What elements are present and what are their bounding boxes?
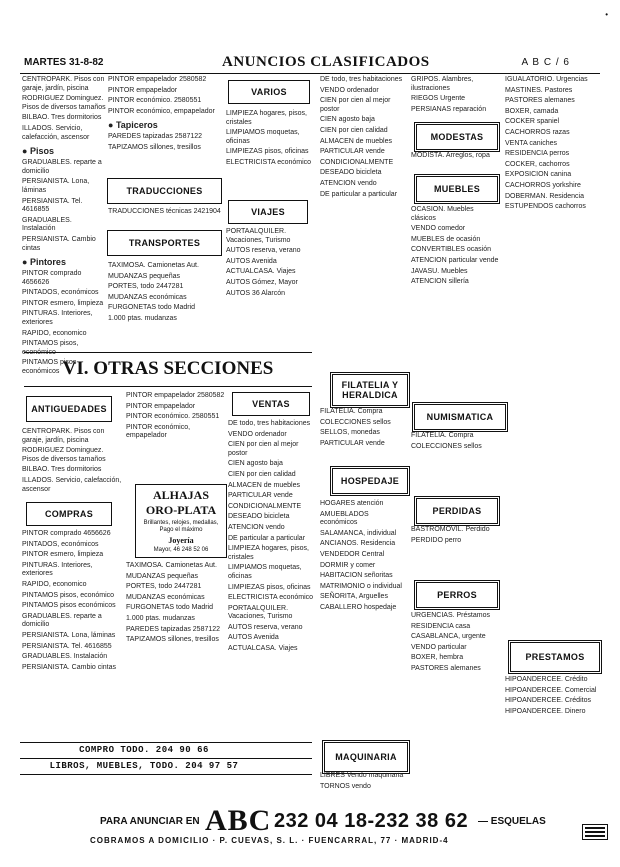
listing: HIPOANDERCEE. Dinero [505,707,586,715]
compro-bar: COMPRO TODO. 204 90 66 [79,745,209,755]
page-title: ANUNCIOS CLASIFICADOS [222,54,430,70]
listing: GRADUABLES. Instalación [22,216,72,233]
listing: AUTOS Avenida [228,634,279,642]
listing: PINTOR empapelador 2580582 [108,76,207,83]
listing: PINTAMOS pisos económicos [22,359,77,376]
listing: DE todo, tres habitaciones [228,420,311,427]
listing: VENDO comedor [411,225,466,233]
libros-bar: LIBROS, MUEBLES, TODO. 204 97 57 [49,761,239,771]
listing: ATENCION vendo [320,179,377,187]
otras-rule-bottom [24,386,312,387]
listing: RESIDENCIA perros [505,150,570,158]
listing: PERSIANISTA. Tel. 4616855 [22,642,112,650]
listing: PERSIANAS reparación [411,105,487,113]
page-header [0,54,620,72]
column-2-trad [108,208,223,228]
section-box-hospedaje: HOSPEDAJE [330,466,410,496]
listing: RIEGOS Urgente [411,95,466,103]
column-1-compras [22,530,122,730]
listing: TAXIMOSA. Camionetas Aut. [126,562,217,569]
listing: VENTA caniches [505,139,558,147]
listing: ANCIANOS. Residencia [320,540,396,548]
listing: CIEN por cien al mejor postor [228,441,299,457]
abc-banner [70,806,590,844]
column-2-transportes [108,262,223,342]
listing: TRADUCCIONES técnicas 2421904 [108,208,221,215]
banner-brand: ABC [205,804,272,837]
listing: PASTORES alemanes [411,664,481,672]
listing: ACTUALCASA. Viajes [228,645,298,653]
listing: CACHORROS razas [505,128,570,136]
listing: DE particular a particular [320,190,398,198]
listing: RAPIDO, economico [22,329,87,337]
listing: LIMPIEZA hogares, pisos, cristales [226,110,307,126]
section-box-traducciones: TRADUCCIONES [107,178,222,204]
listing: ATENCION vendo [228,523,285,531]
section-box-perros: PERROS [414,580,500,610]
listing: ACTUALCASA. Viajes [226,268,296,276]
column-5-top [411,76,499,116]
libros-rule-bottom [20,774,312,775]
listing: COCKER, cachorros [505,160,570,168]
column-4-hospedaje [320,500,406,740]
listing: CASABLANCA, urgente [411,633,486,641]
compro-rule-bottom [20,758,312,759]
listing: PINTOR comprado 4656626 [22,530,111,537]
column-3-ventas [228,420,314,730]
listing: 1.000 ptas. mudanzas [108,314,177,322]
listing: HIPOANDERCEE. Comercial [505,686,597,694]
column-5-muebles [411,206,499,400]
listing: ALMACEN de muebles [320,137,392,145]
section-box-viajes: VIAJES [228,200,308,224]
ad-line-4: Joyería [168,536,194,545]
listing: CIEN agosto baja [228,460,283,468]
listing: LIMPIEZA hogares, pisos, cristales [228,545,309,561]
listing: PINTOR económico. 2580551 [108,97,202,105]
listing: AUTOS reserva, verano [228,623,303,631]
section-heading-pintores: ● Pintores [22,257,66,268]
listing: PINTURAS. Interiores, exteriores [22,561,93,578]
listing: PAREDES tapizadas 2587122 [108,133,203,141]
page-number: A B C / 6 [521,57,570,68]
listing: FURGONETAS todo Madrid [126,604,214,612]
listing: LIBRES Vendo maquinaria [320,772,404,779]
listing: MUDANZAS económicas [108,293,187,301]
banner-address: COBRAMOS A DOMICILIO · P. CUEVAS, S. L. · FUENCARRAL, 77 · MADRID-4 [90,836,449,845]
publisher-logo-icon [582,824,608,840]
listing: PERSIANISTA. Lona, láminas [22,631,116,639]
section-heading-tapiceros: ● Tapiceros [108,120,158,131]
listing: MODISTA. Arreglos, ropa [411,152,490,159]
listing: ATENCION particular vende [411,256,499,264]
section-box-compras: COMPRAS [26,502,112,526]
listing: BILBAO. Tres dormitorios [22,114,102,122]
listing: CONDICIONALMENTE [320,158,394,166]
listing: MUDANZAS pequeñas [108,272,180,280]
listing: BOXER, hembra [411,654,464,662]
column-2-lower [126,392,226,482]
listing: AUTOS reserva, verano [226,247,301,255]
otras-secciones-heading: VI. OTRAS SECCIONES [62,358,274,379]
column-5-perros [411,612,499,802]
issue-date: MARTES 31-8-82 [24,57,104,68]
column-3-varios [226,110,312,206]
listing: AMUEBLADOS económicos [320,510,369,527]
section-box-maquinaria: MAQUINARIA [322,740,410,774]
listing: AUTOS 36 Alarcón [226,289,286,297]
listing: PINTADOS, económicos [22,289,99,297]
listing: ELECTRICISTA económico [228,594,314,602]
listing: CACHORROS yorkshire [505,181,581,189]
section-box-ventas: VENTAS [232,392,310,416]
listing: CENTROPARK. Pisos con garaje, jardín, piscina [22,76,105,92]
listing: HABITACION señoritas [320,572,393,580]
section-box-numismatica: NUMISMATICA [412,402,508,432]
listing: CIEN por cien calidad [320,126,388,134]
listing: TAPIZAMOS sillones, tresillos [126,636,219,644]
listing: MUDANZAS económicas [126,593,205,601]
listing: PINTOR económico. 2580551 [126,413,220,421]
listing: COCKER spaniel [505,118,560,126]
listing: CENTROPARK. Pisos con garaje, jardín, piscina [22,428,105,444]
listing: DE particular a particular [228,534,306,542]
listing: PERSIANISTA. Lona, láminas [22,178,90,194]
column-4-filatelia [320,408,406,464]
banner-tail: — ESQUELAS [478,816,546,827]
listing: TORNOS vendo [320,782,371,790]
listing: ELECTRICISTA económico [226,158,312,166]
listing: CABALLERO hospedaje [320,603,397,611]
column-5-modestas [411,152,499,170]
listing: SELLOS, monedas [320,429,380,437]
listing: AUTOS Avenida [226,257,277,265]
listing: PORTES, todo 2447281 [126,583,202,591]
column-6-prestamos [505,676,600,802]
listing: GRADUABLES. reparte a domicilio [22,612,102,629]
listing: GRADUABLES. reparte a domicilio [22,159,102,175]
listing: PERSIANISTA. Cambio cintas [22,235,96,252]
listing: URGENCIAS. Préstamos [411,612,490,619]
listing: LIMPIAMOS moquetas, oficinas [228,564,302,580]
column-2-lower-b [126,562,226,732]
compro-rule-top [20,742,312,743]
listing: PINTOR esmero, limpieza [22,551,104,559]
section-box-varios: VARIOS [228,80,310,104]
ad-line-1: ALHAJAS [152,488,209,502]
listing: PARTICULAR vende [228,492,293,500]
column-4-maquinaria [320,772,406,802]
column-3-viajes [226,228,312,343]
listing: DESEADO bicicleta [320,169,382,177]
section-box-prestamos: PRESTAMOS [508,640,602,674]
listing: GRADUABLES. Instalación [22,653,108,661]
listing: IGUALATORIO. Urgencias [505,76,588,83]
listing: RESIDENCIA casa [411,622,471,630]
listing: MATRIMONIO o individual [320,582,402,590]
listing: HIPOANDERCEE. Créditos [505,697,591,705]
listing: BASTROMOVIL. Perdido [411,526,490,533]
alhajas-ad [135,484,227,558]
listing: VENDO ordenador [228,430,287,438]
listing: ATENCION sillería [411,278,469,286]
listing: RODRIGUEZ Dominguez. Pisos de diversos tamaños [22,95,106,111]
listing: PORTAALQUILER. Vacaciones, Turismo [226,228,291,244]
listing: PERSIANISTA. Tel. 4616855 [22,197,83,214]
section-box-transportes: TRANSPORTES [107,230,222,256]
listing: EXPOSICION canina [505,171,572,179]
header-rule [20,73,600,74]
listing: PINTAMOS pisos económicos [22,602,116,610]
listing: LIMPIEZAS pisos, oficinas [228,583,311,591]
column-2-top [108,76,223,168]
listing: ESTUPENDOS cachorros [505,203,586,211]
listing: PINTAMOS pisos, económico [22,591,115,599]
listing: PINTOR empapelador 2580582 [126,392,225,399]
listing: SEÑORITA, Arguelles [320,593,388,601]
listing: BOXER, camada [505,107,559,115]
listing: TAXIMOSA. Camionetas Aut. [108,262,199,269]
section-box-muebles: MUEBLES [414,174,500,204]
section-box-antiguedades: ANTIGUEDADES [26,396,112,422]
column-1 [22,76,106,376]
listing: CIEN por cien al mejor postor [320,97,391,113]
listing: VENDEDOR Central [320,550,385,558]
section-box-filatelia: FILATELIA Y HERALDICA [330,372,410,408]
banner-phones: 232 04 18-232 38 62 [274,810,469,832]
listing: PINTOR económico, empapelador [108,107,215,115]
listing: FILATELIA. Compra [320,408,383,415]
listing: 1.000 ptas. mudanzas [126,614,195,622]
column-5-numismatica [411,432,499,492]
listing: PINTAMOS pisos, económico [22,340,79,356]
listing: PARTICULAR vende [320,148,385,156]
listing: PARTICULAR vende [320,439,385,447]
listing: HOGARES atención [320,500,384,507]
listing: PINTOR empapelador [126,402,196,410]
column-6 [505,76,600,636]
listing: ALMACEN de muebles [228,481,300,489]
listing: ILLADOS. Servicio, calefacción, ascensor [22,476,122,493]
listing: DESEADO bicicleta [228,513,290,521]
listing: PINTOR esmero, limpieza [22,299,104,307]
listing: LIMPIEZAS pisos, oficinas [226,148,309,156]
listing: JAVASU. Muebles [411,267,468,275]
column-4-top [320,76,406,366]
listing: DOBERMAN. Residencia [505,192,584,200]
column-1-antiguedades [22,428,122,498]
listing: VENDO ordenador [320,86,379,94]
listing: DORMIR y comer [320,561,376,569]
listing: TAPIZAMOS sillones, tresillos [108,143,201,151]
listing: COLECCIONES sellos [411,442,482,450]
listing: MUEBLES de ocasión [411,235,481,243]
listing: VENDO particular [411,643,467,651]
listing: CIEN agosto baja [320,116,375,124]
listing: PINTOR económico, empapelador [126,423,191,440]
listing: PERDIDO perro [411,536,462,544]
listing: MASTINES. Pastores [505,86,573,94]
listing: PORTES, todo 2447281 [108,283,184,291]
ad-line-2: ORO-PLATA [145,503,217,517]
otras-rule-top [24,352,312,353]
listing: AUTOS Gómez, Mayor [226,278,298,286]
listing: FURGONETAS todo Madrid [108,304,196,312]
listing: PERSIANISTA. Cambio cintas [22,663,117,671]
listing: BILBAO. Tres dormitorios [22,466,102,474]
listing: PASTORES alemanes [505,97,575,105]
banner-lead: PARA ANUNCIAR EN [100,816,200,827]
listing: ILLADOS. Servicio, calefacción, ascensor [22,124,90,141]
listing: PINTURAS. Interiores, exteriores [22,310,93,327]
listing: RAPIDO, economico [22,580,87,588]
listing: OCASION. Muebles clásicos [411,206,474,222]
listing: CONVERTIBLES ocasión [411,246,492,254]
listing: MUDANZAS pequeñas [126,572,198,580]
section-box-perdidas: PERDIDAS [414,496,500,526]
ad-line-5: Mayor, 46 248 52 06 [153,547,209,553]
listing: HIPOANDERCEE. Crédito [505,676,588,683]
section-box-modestas: MODESTAS [414,122,500,152]
listing: CONDICIONALMENTE [228,502,302,510]
listing: CIEN por cien calidad [228,470,296,478]
listing: PINTADOS, económicos [22,540,99,548]
listing: RODRIGUEZ Dominguez. Pisos de diversos tamaños [22,447,106,463]
listing: PINTOR empapelador [108,86,178,94]
listing: SALAMANCA, individual [320,529,397,537]
listing: PORTAALQUILER. Vacaciones, Turismo [228,604,293,621]
listing: DE todo, tres habitaciones [320,76,403,83]
ad-line-3: Brillantes, relojes, medallas, Pago el máximo [143,520,219,533]
listing: LIMPIAMOS moquetas, oficinas [226,129,300,145]
listing: FILATELIA. Compra [411,432,474,439]
listing: COLECCIONES sellos [320,418,391,426]
column-5-perdidas [411,526,499,566]
listing: PAREDES tapizadas 2587122 [126,625,221,633]
section-heading-pisos: ● Pisos [22,146,54,157]
listing: GRIPOS. Alambres, ilustraciones [411,76,474,92]
listing: PINTOR comprado 4656626 [22,270,82,286]
margin-mark: • [605,10,608,19]
